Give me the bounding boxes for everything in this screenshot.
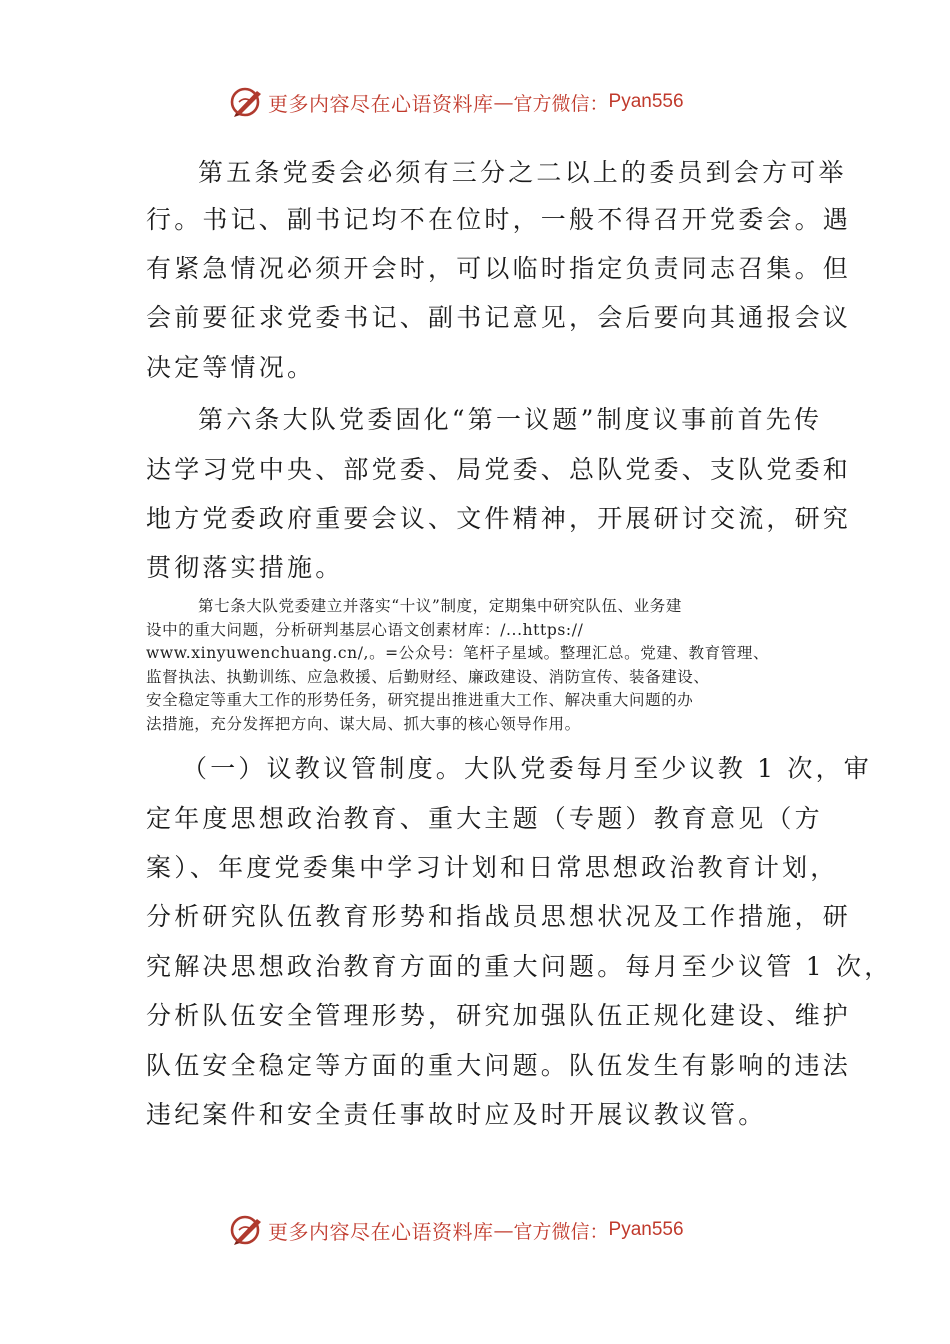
article-7-line: 监督执法、执勤训练、应急救援、后勤财经、廉政建设、消防宣传、装备建设、	[146, 667, 710, 686]
banner-handle: Pyan556	[608, 91, 684, 112]
article-7-line: 安全稳定等重大工作的形势任务，研究提出推进重大工作、解决重大问题的办	[146, 691, 694, 709]
banner-brand: 更多内容尽在心语资料库	[268, 91, 494, 116]
article-6-line: 贯彻落实措施。	[146, 553, 344, 582]
banner-brand: 更多内容尽在心语资料库	[268, 1219, 494, 1244]
banner-handle: Pyan556	[608, 1219, 684, 1240]
header-banner	[230, 82, 684, 122]
section-1-line: 究解决思想政治教育方面的重大问题。每月至少议管 1 次，	[146, 952, 893, 981]
section-1-line: 定年度思想政治教育、重大主题（专题）教育意见（方	[146, 804, 823, 833]
article-7-line: 设中的重大问题，分析研判基层心语文创素材库：/...https://	[146, 620, 584, 639]
article-6-line: 达学习党中央、部党委、局党委、总队党委、支队党委和	[146, 455, 852, 484]
section-1-line: 违纪案件和安全责任事故时应及时开展议教议管。	[146, 1100, 767, 1129]
banner-label: 官方微信：	[513, 1220, 609, 1243]
section-1-line: 队伍安全稳定等方面的重大问题。队伍发生有影响的违法	[146, 1051, 852, 1080]
footer-banner	[230, 1210, 684, 1250]
article-5-line: 决定等情况。	[146, 353, 316, 382]
article-6-line: 地方党委政府重要会议、文件精神，开展研讨交流，研究	[146, 504, 852, 533]
section-1-line: 分析研究队伍教育形势和指战员思想状况及工作措施，研	[146, 902, 852, 931]
section-1-line: （一）议教议管制度。大队党委每月至少议教 1 次，审	[182, 754, 873, 783]
article-7-line: 第七条大队党委建立并落实“十议”制度，定期集中研究队伍、业务建	[198, 597, 682, 615]
article-7	[146, 595, 836, 736]
pen-logo-icon	[230, 1213, 264, 1247]
section-1-line: 案）、年度党委集中学习计划和日常思想政治教育计划，	[146, 853, 839, 882]
banner-separator: —	[493, 90, 514, 114]
article-5-line: 第五条党委会必须有三分之二以上的委员到会方可举	[198, 158, 847, 187]
banner-separator: —	[493, 1218, 514, 1242]
article-5-line: 行。书记、副书记均不在位时，一般不得召开党委会。遇	[146, 205, 852, 234]
article-5-line: 会前要征求党委书记、副书记意见，会后要向其通报会议	[146, 303, 852, 332]
pen-logo-icon	[230, 85, 264, 119]
banner-label: 官方微信：	[513, 92, 609, 115]
article-6-line: 第六条大队党委固化“第一议题”制度议事前首先传	[198, 405, 823, 434]
article-7-line: www.xinyuwenchuang.cn/,。=公众号：笔杆子星域。整理汇总。党建、教育管理、	[146, 644, 770, 662]
article-5-line: 有紧急情况必须开会时，可以临时指定负责同志召集。但	[146, 254, 852, 283]
article-7-line: 法措施，充分发挥把方向、谋大局、抓大事的核心领导作用。	[146, 714, 581, 733]
section-1-line: 分析队伍安全管理形势，研究加强队伍正规化建设、维护	[146, 1001, 852, 1030]
